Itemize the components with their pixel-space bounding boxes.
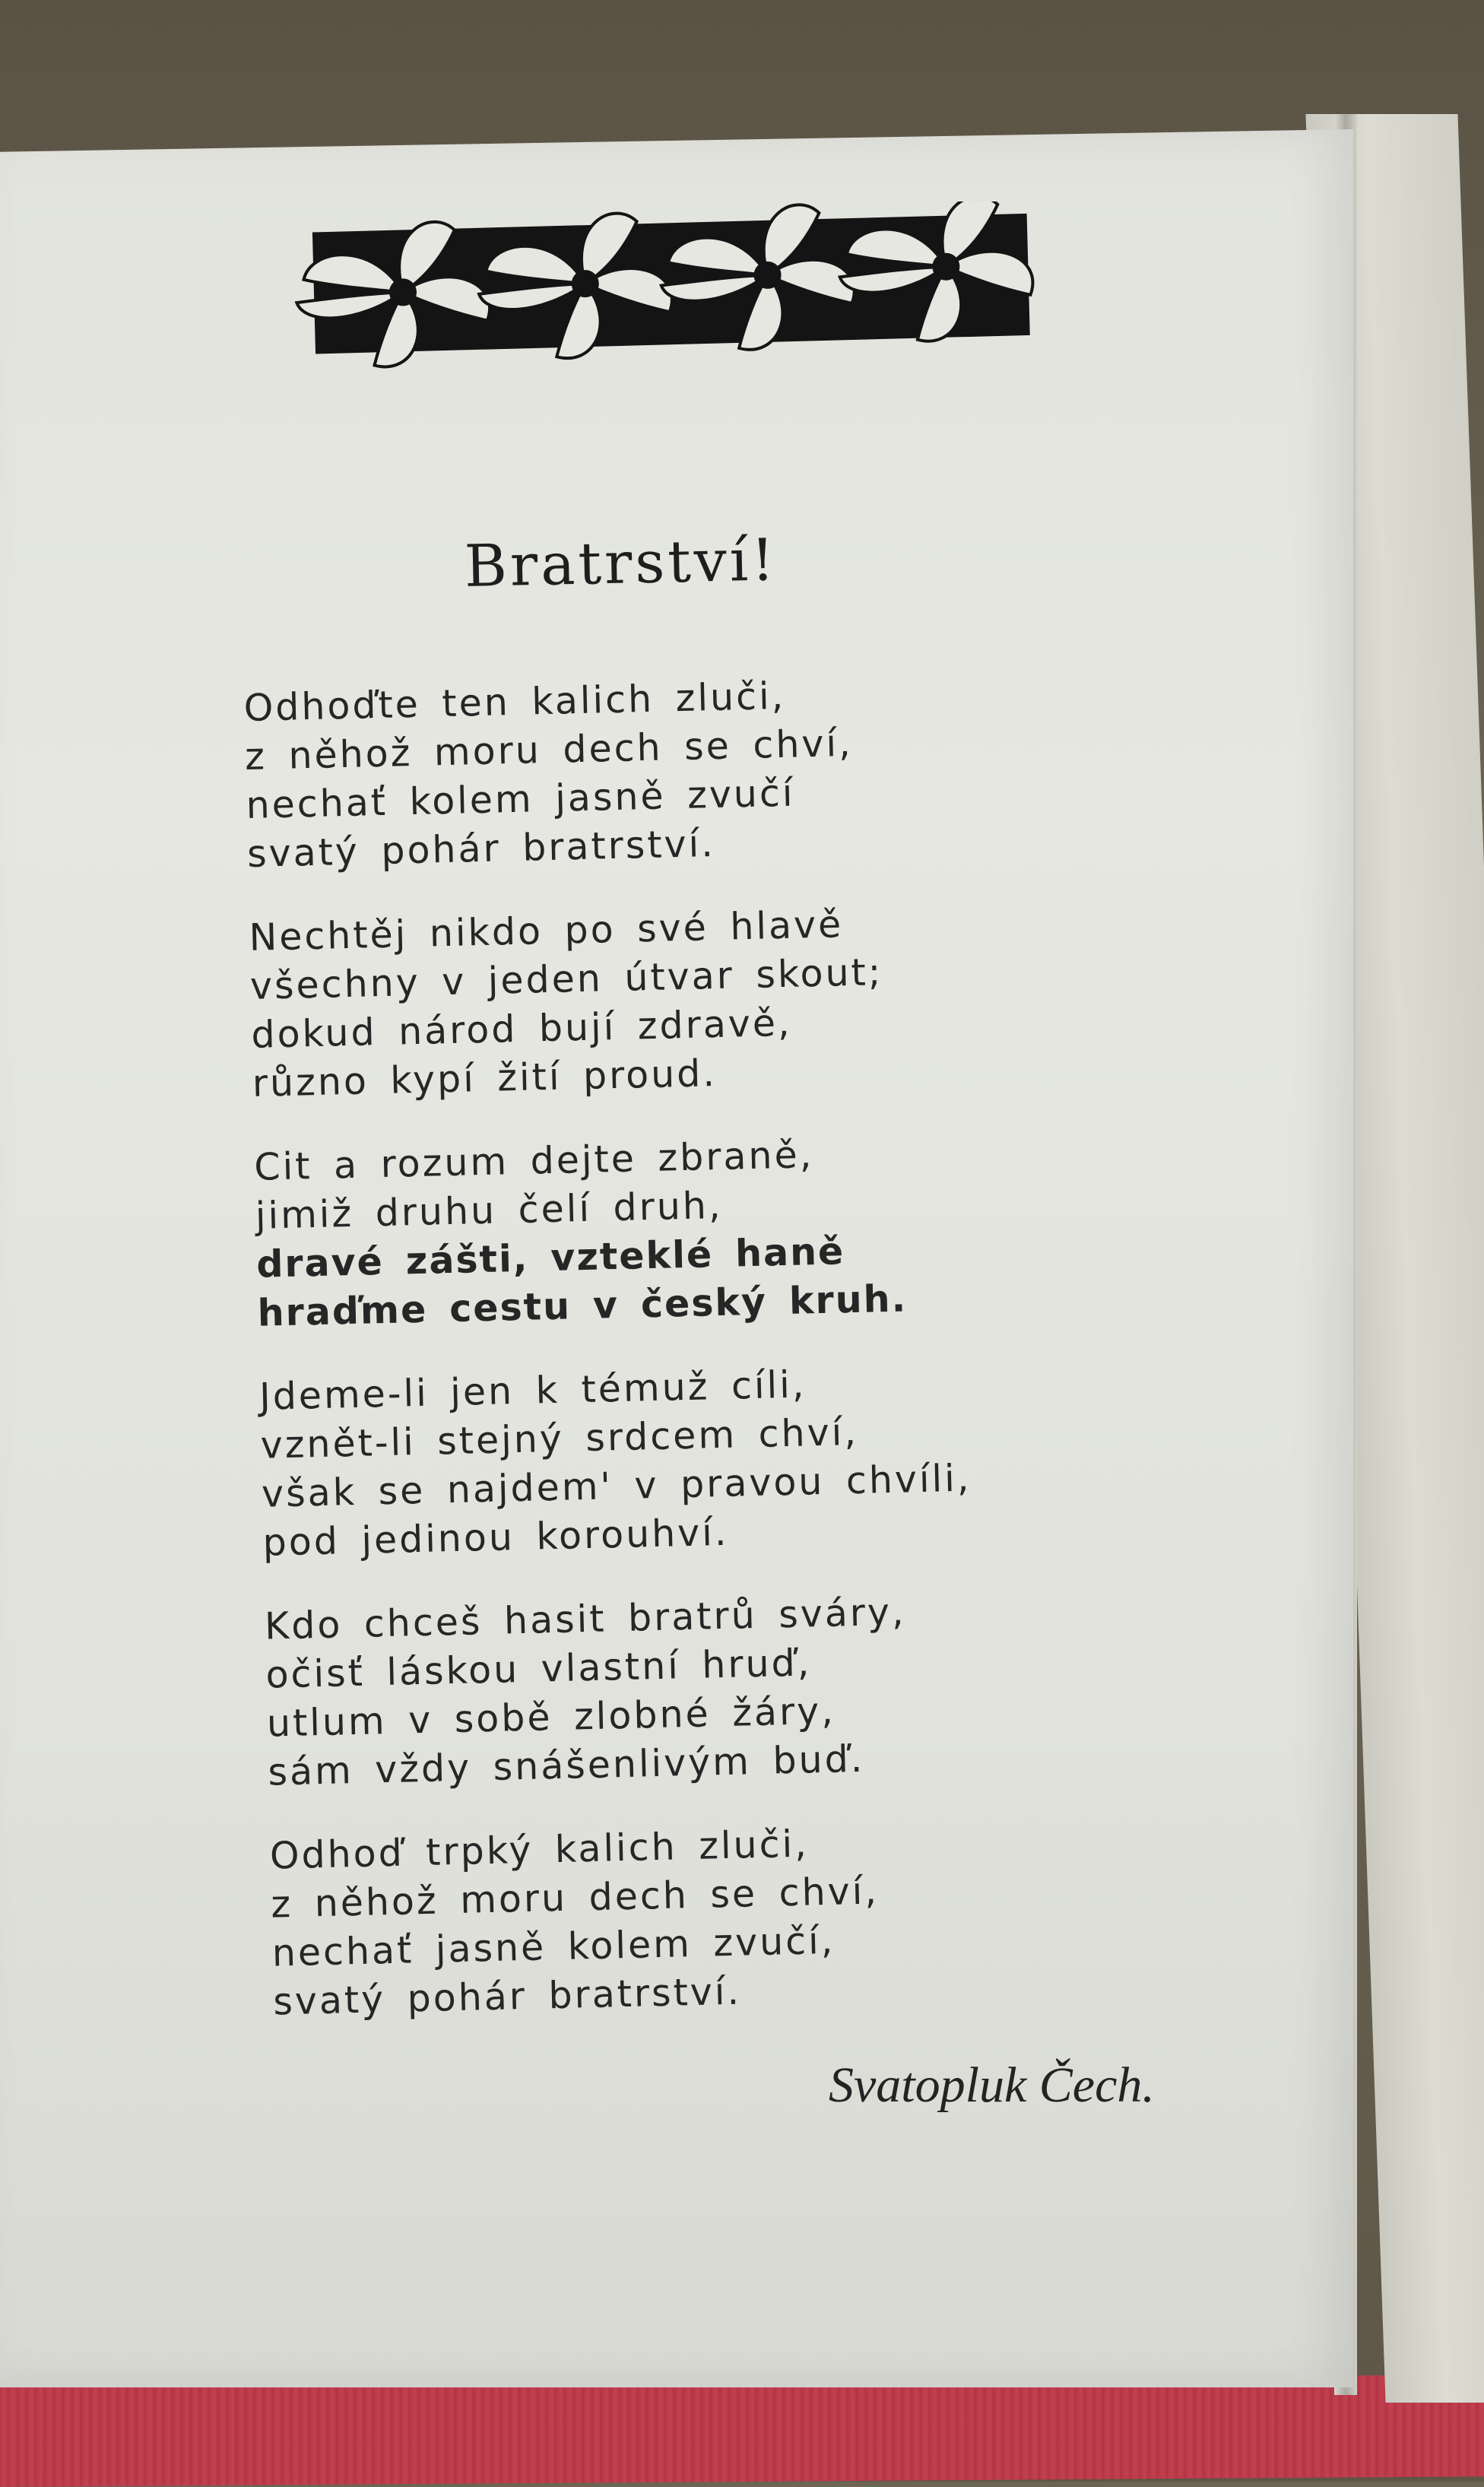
poem-line: všechny v jeden útvar skout; (249, 950, 883, 1008)
poem-line: hraďme cestu v český kruh. (257, 1277, 908, 1335)
poem-line: dokud národ bují zdravě, (250, 1001, 793, 1057)
poem-line: z něhož moru dech se chví, (244, 721, 854, 779)
poem-line: Nechtěj nikdo po své hlavě (248, 902, 844, 960)
poem-line: dravé zášti, vzteklé haně (255, 1229, 845, 1286)
poem-line: svatý pohár bratrství. (272, 1969, 742, 2024)
poem-line: Odhoď trpký kalich zluči, (269, 1822, 810, 1878)
poem-title: Bratrství! (464, 525, 778, 600)
floral-ornament-icon (293, 201, 1061, 376)
poem-line: nechať kolem jasně zvučí (245, 771, 796, 827)
poem-line: sám vždy snášenlivým buď. (267, 1737, 865, 1794)
poem-line: Cit a rozum dejte zbraně, (253, 1133, 814, 1189)
stanza (249, 893, 1203, 1109)
poem-line: Kdo chceš hasit bratrů sváry, (264, 1590, 907, 1648)
poem-line: svatý pohár bratrství. (246, 821, 716, 876)
poem-line: však se najdem' v pravou chvíli, (261, 1456, 972, 1516)
stanza (264, 1581, 1218, 1797)
poem-line: pod jedinou korouhví. (262, 1510, 729, 1565)
stanza (259, 1351, 1213, 1567)
poem-body (243, 663, 1225, 2062)
poem-line: z něhož moru dech se chví, (270, 1869, 880, 1927)
poem-line: jimiž druhu čelí druh, (255, 1183, 724, 1238)
poem-line: vznět-li stejný srdcem chví, (260, 1410, 859, 1467)
poem-line: Jdeme-li jen k témuž cíli, (258, 1362, 807, 1419)
poem-line: utlum v sobě zlobné žáry, (266, 1689, 836, 1746)
book-cover-edge (0, 2374, 1484, 2487)
poem-line: různo kypí žití proud. (252, 1052, 718, 1106)
poem-line: Odhoďte ten kalich zluči, (243, 674, 786, 730)
stanza (269, 1810, 1223, 2026)
author-signature: Svatopluk Čech. (829, 2057, 1155, 2113)
poem-line: očisť láskou vlastní hruď, (265, 1641, 812, 1697)
poem-line: nechať jasně kolem zvučí, (271, 1918, 836, 1975)
stanza (243, 663, 1197, 879)
stanza (254, 1121, 1208, 1337)
